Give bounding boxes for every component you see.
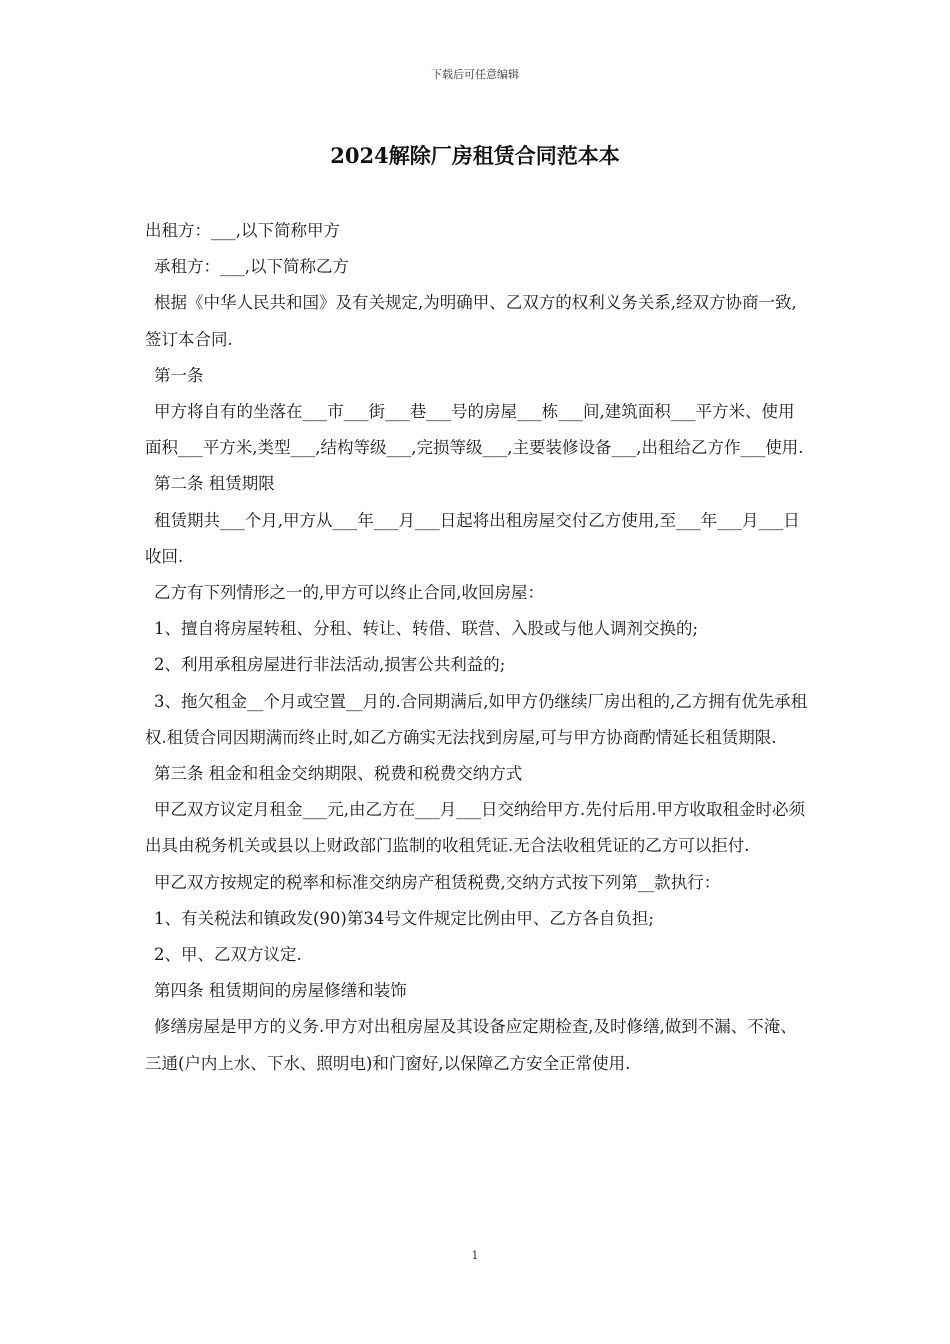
article-2-termination-intro: 乙方有下列情形之一的,甲方可以终止合同,收回房屋：	[154, 583, 544, 603]
paragraph-lessor: 出租方：___,以下简称甲方	[145, 221, 340, 240]
article-1-text: 甲方将自有的坐落在___市___街___巷___号的房屋___栋___间,建筑面积___平方米、使用面积___平方米,类型___,结构等级___,完损等级___,主要装修设备___,出租给乙方作___使用.	[145, 402, 804, 458]
article-2-heading: 第二条 租赁期限	[154, 474, 275, 494]
document-title: 2024解除厂房租赁合同范本本	[330, 143, 620, 168]
article-3-tax-text: 甲乙双方按规定的税率和标准交纳房产租赁税费,交纳方式按下列第__款执行：	[154, 872, 721, 892]
article-2-item-1: 1、擅自将房屋转租、分租、转让、转借、联营、入股或与他人调剂交换的;	[154, 619, 699, 639]
article-3-heading: 第三条 租金和租金交纳期限、税费和税费交纳方式	[154, 764, 523, 784]
article-4-text: 修缮房屋是甲方的义务.甲方对出租房屋及其设备应定期检查,及时修缮,做到不漏、不淹、三通(户内上水、下水、照明电)和门窗好,以保障乙方安全正常使用.	[145, 1017, 797, 1073]
document-body	[145, 213, 810, 1082]
article-2-text: 租赁期共___个月,甲方从___年___月___日起将出租房屋交付乙方使用,至___年___月___日收回.	[145, 510, 800, 566]
paragraph-preamble: 根据《中华人民共和国》及有关规定,为明确甲、乙双方的权利义务关系,经双方协商一致,签订本合同.	[145, 293, 797, 349]
article-2-item-3: 3、拖欠租金__个月或空置__月的.合同期满后,如甲方仍继续厂房出租的,乙方拥有优先承租权.租赁合同因期满而终止时,如乙方确实无法找到房屋,可与甲方协商酌情延长租赁期限.	[145, 691, 808, 747]
article-4-heading: 第四条 租赁期间的房屋修缮和装饰	[154, 981, 407, 1001]
article-2-item-2: 2、利用承租房屋进行非法活动,损害公共利益的;	[154, 655, 506, 675]
header-note: 下载后可任意编辑	[431, 68, 519, 81]
page-number: 1	[471, 1249, 479, 1262]
article-1-heading: 第一条	[154, 365, 204, 385]
paragraph-lessee: 承租方：___,以下简称乙方	[154, 257, 349, 277]
article-3-rent-text: 甲乙双方议定月租金___元,由乙方在___月___日交纳给甲方.先付后用.甲方收取租金时必须出具由税务机关或县以上财政部门监制的收租凭证.无合法收租凭证的乙方可以拒付.	[145, 800, 805, 856]
article-3-item-2: 2、甲、乙双方议定.	[154, 945, 302, 965]
article-3-item-1: 1、有关税法和镇政发(90)第34号文件规定比例由甲、乙方各自负担;	[154, 908, 654, 928]
